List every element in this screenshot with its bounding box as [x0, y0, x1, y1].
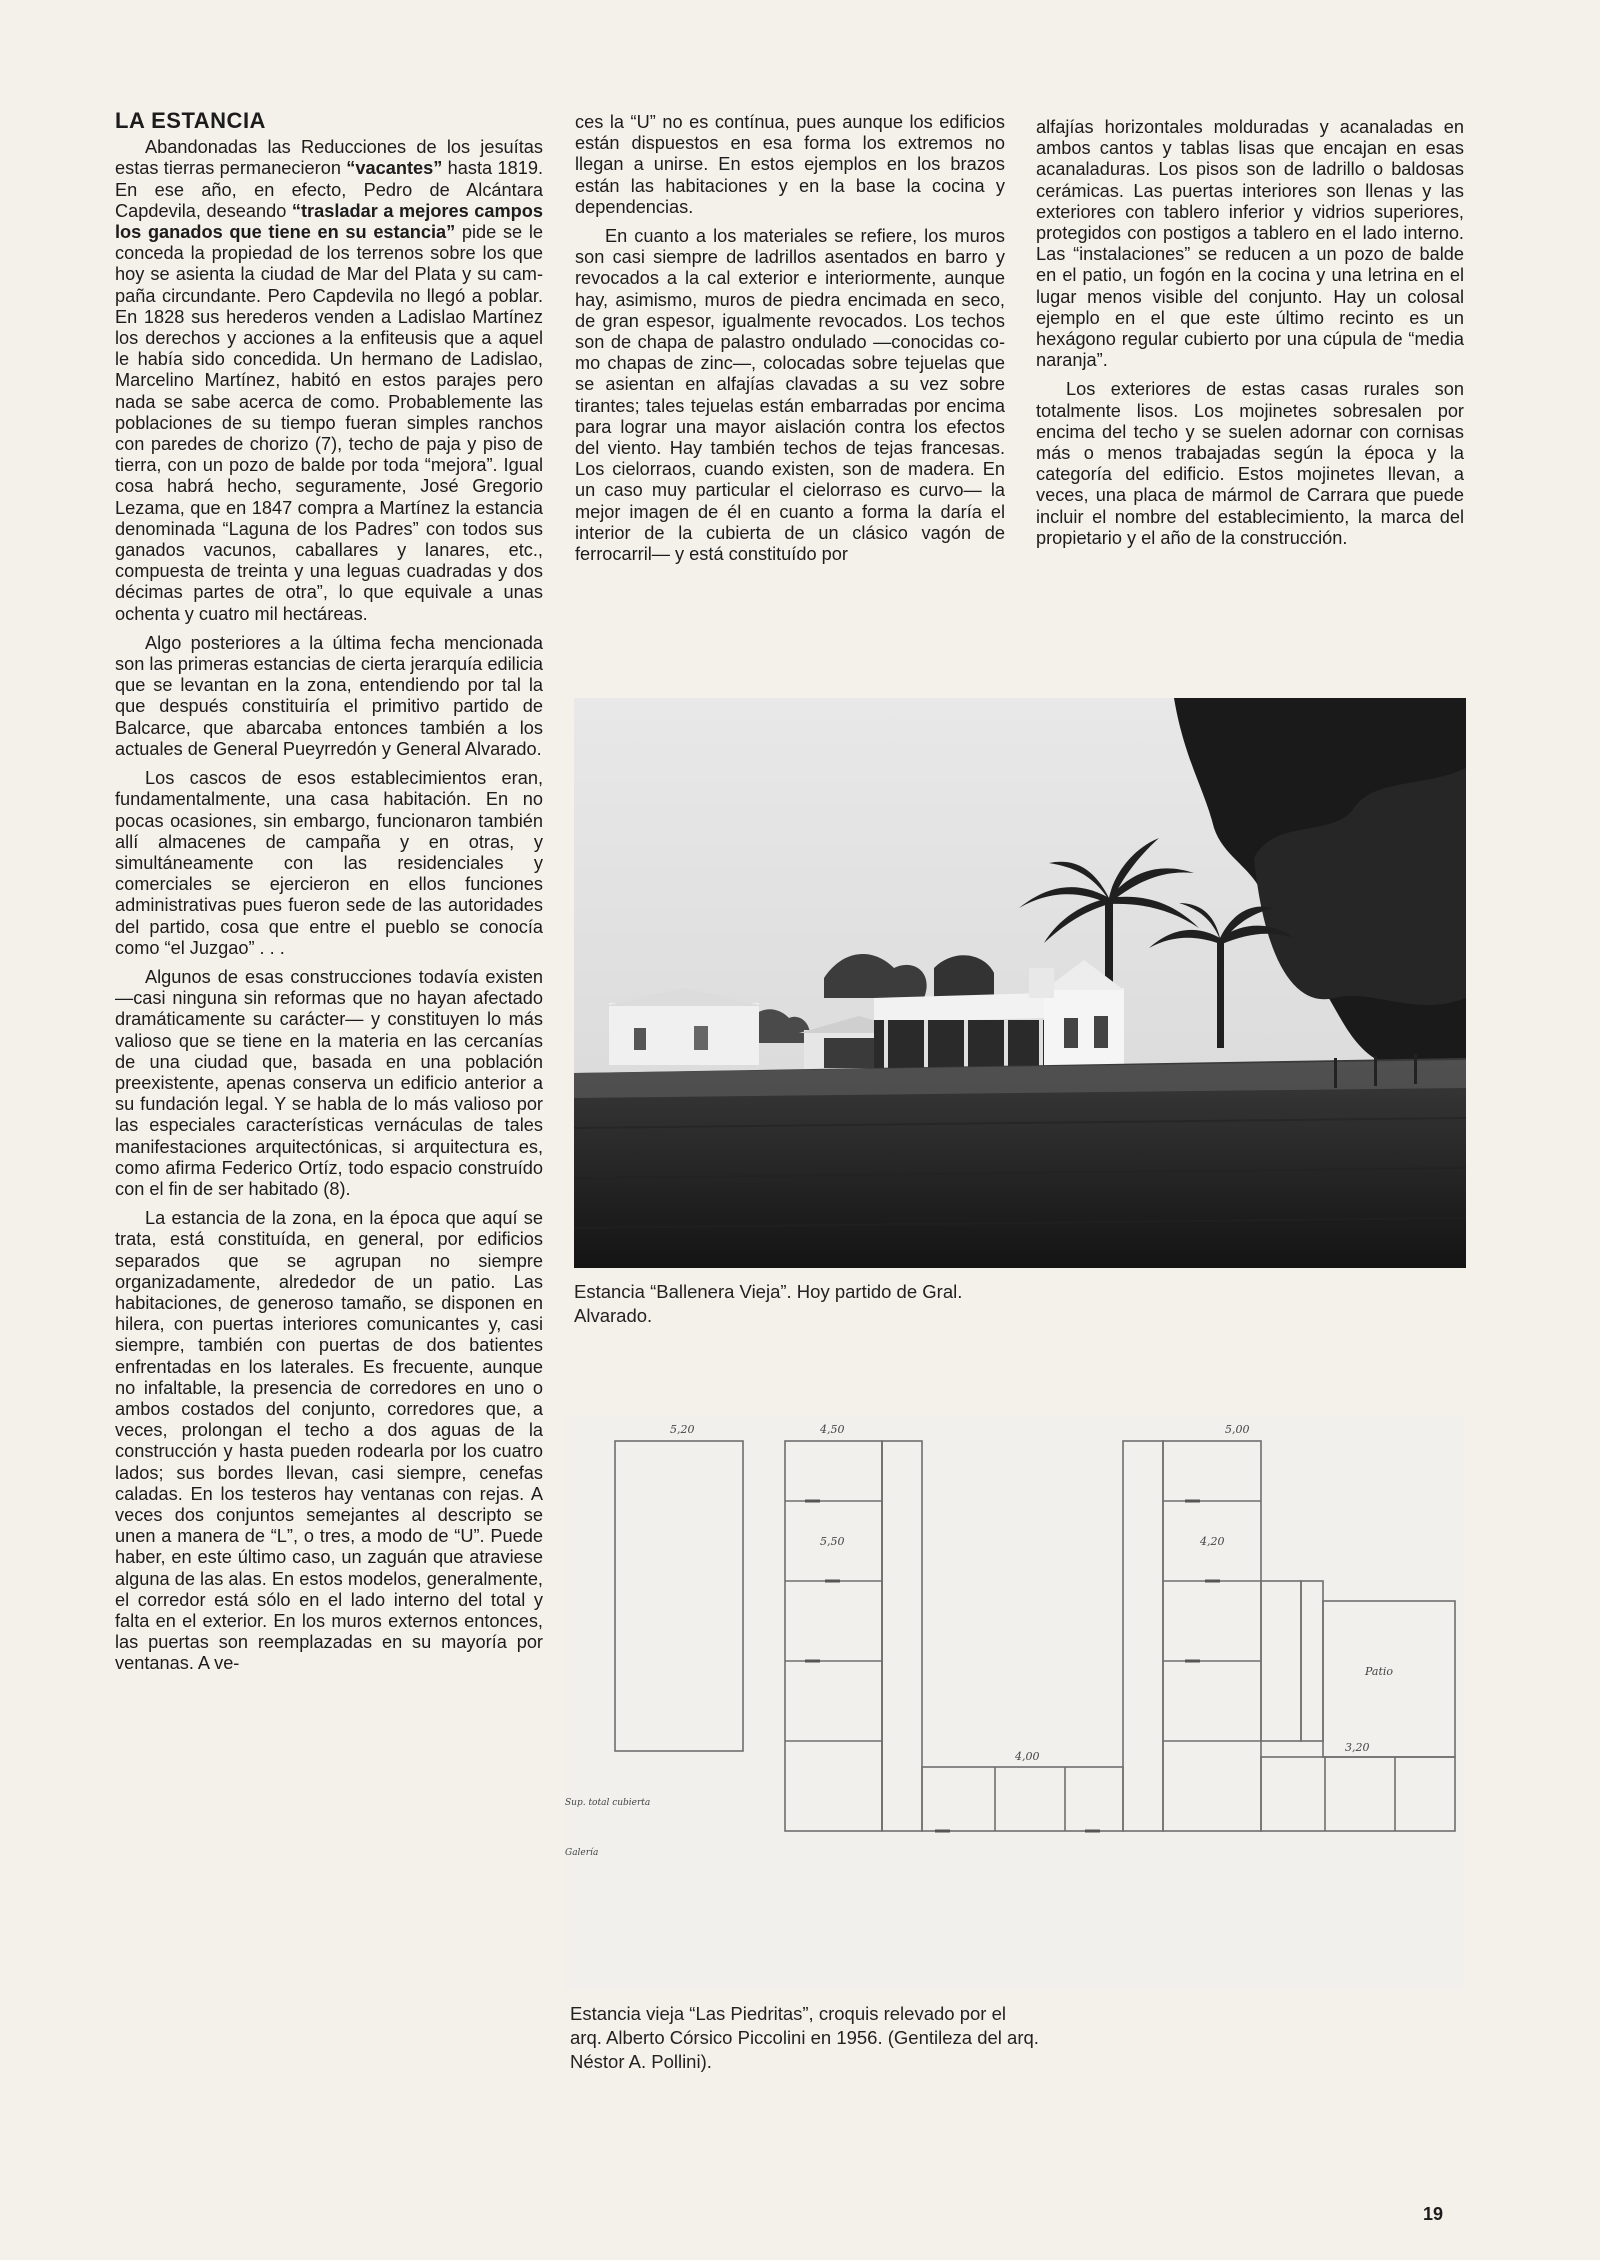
page-number: 19 [1423, 2204, 1444, 2224]
plan-dimension: 3,20 [1345, 1741, 1370, 1754]
paragraph: alfajías horizontales molduradas y acanaladas en ambos cantos y tablas lisas que encajan en esas acanaladuras. Los pisos son de ladrillo o baldosas cerámicas. Las puertas interiores son llenas y las exteriores con tablero inferior y vidrios superiores, protegidos con postigos a tablero en el lado interno. Las “instalaciones” se reducen a un pozo de balde en el patio, un fogón en la cocina y una letrina en el lugar menos visible del conjunto. Hay un colosal ejemplo en el que este último recinto es un hexágono regular cubierto por una cúpula de “media naranja”. [1036, 117, 1464, 371]
paragraph: En cuanto a los materiales se refiere, los muros son casi siempre de ladrillos asentados en barro y revocados a la cal exterior e interiormente, aunque hay, asimismo, muros de piedra encimada en seco, de gran espesor, igualmente revocados. Los techos son de chapa de palastro ondulado —conocidas como chapas de zinc—, colocadas sobre tejuelas que se asientan en alfajías clavadas a su vez sobre tirantes; tales tejuelas están embarradas por encima para lograr una mayor aislación contra los efectos del viento. Hay también techos de tejas francesas. Los cielorraos, cuando existen, son de madera. En un caso muy particular el cielorraso es curvo— la mejor imagen de él en cuanto a forma la daría el interior de la cubierta de un clásico vagón de ferrocarril— y está constituído por [575, 226, 1005, 565]
paragraph: La estancia de la zona, en la época que aquí se trata, está constituída, en general, por edificios separados que se agrupan no siempre organizadamente, alrededor de un patio. Las habitaciones, de generoso tamaño, se disponen en hilera, con puertas interiores comunicantes y, casi siempre, también con puertas de dos batientes enfrentadas en los laterales. Es frecuente, aunque no infaltable, la presencia de corredores en uno o ambos costados del conjunto, corredores que, a veces, prolongan el techo a dos aguas de la construcción y hasta pueden rodearla por los cuatro lados; sus bordes llevan, casi siempre, cenefas caladas. En los testeros hay ventanas con rejas. A veces dos conjuntos semejantes al descripto se unen a manera de “L”, o tres, a modo de “U”. Puede haber, en este último caso, un zaguán que atraviese alguna de las alas. En estos modelos, generalmente, el corredor está sólo en el lado interno del total y falta en el exterior. En los muros externos entonces, las puertas son reemplazadas en su mayoría por ventanas. A ve- [115, 1208, 543, 1674]
paragraph: Los cascos de esos establecimientos eran, fundamentalmente, una casa habitación. En no pocas ocasiones, sin embargo, funcionaron también allí almacenes de campaña y en otras, y simultáneamente con las residenciales y comerciales se ejercieron en ellos funciones administrativas pues fueron sede de las autoridades del partido, cosa que entre el pueblo se conocía como “el Juzgao” . . . [115, 768, 543, 958]
paragraph: Algunos de esas construcciones todavía existen —casi ninguna sin reformas que no hayan afectado dramáticamente su carácter— y constituyen lo más valioso que se tiene en la materia en las cercanías de una ciudad que, basada en una población preexistente, apenas conserva un edificio anterior a su fundación legal. Y se habla de lo más valioso por las especiales características vernáculas de tales manifestaciones arquitectónicas, si arquitectura es, como afirma Federico Ortíz, todo espacio construído con el fin de ser habitado (8). [115, 966, 543, 1199]
estancia-photo [574, 698, 1466, 1268]
section-title: LA ESTANCIA [115, 108, 266, 133]
article-column-2 [575, 112, 1005, 573]
plan-caption: Estancia vieja “Las Piedritas”, croquis relevado por el arq. Alberto Córsico Piccolini en 1956. (Gentileza del arq. Néstor A. Pollini). [570, 2003, 1039, 2072]
plan-note: Sup. total cubierta [565, 1798, 651, 1808]
plan-note: Galería [565, 1848, 599, 1858]
plan-patio-label: Patio [1365, 1665, 1394, 1678]
paragraph: Los exteriores de estas casas rurales son totalmente lisos. Los mojinetes sobresalen por encima del techo y se suelen adornar con cornisas más o menos trabajadas según la época y la categoría del edificio. Estos mojinetes llevan, a veces, una placa de mármol de Carrara que puede incluir el nombre del establecimiento, la marca del propietario y el año de la construcción. [1036, 379, 1464, 548]
article-column-1 [115, 110, 543, 1683]
article-column-3 [1036, 117, 1464, 557]
plan-dimension: 5,50 [820, 1535, 845, 1548]
paragraph: ces la “U” no es contínua, pues aunque los edificios están dispuestos en esa forma los extremos no llegan a unirse. En estos ejemplos en los brazos están las habitaciones y en la base la cocina y dependencias. [575, 112, 1005, 217]
plan-dimension: 5,20 [670, 1423, 695, 1436]
paragraph: Algo posteriores a la última fecha mencionada son las primeras estancias de cierta jerarquía edilicia que se levantan en la zona, entendiendo por tal la que después constituiría el primitivo partido de Balcarce, que abarcaba entonces también a los actuales de General Pueyrredón y General Alvarado. [115, 632, 543, 759]
plan-dimension: 5,00 [1225, 1423, 1250, 1436]
photo-caption: Estancia “Ballenera Vieja”. Hoy partido de Gral. Alvarado. [574, 1281, 963, 1326]
plan-dimension: 4,20 [1200, 1535, 1225, 1548]
paragraph: Abandonadas las Reducciones de los jesuítas estas tierras permanecieron “vacantes” hasta 1819. En ese año, en efecto, Pedro de Alcántara Capdevila, deseando “trasladar a mejores campos los ganados que tiene en su estancia” pide se le conceda la propiedad de los terrenos sobre los que hoy se asienta la ciudad de Mar del Plata y su campaña circundante. Pero Capdevila no llegó a poblar. En 1828 sus herederos venden a Ladislao Martínez los derechos y acciones a la enfiteusis que a aquel le había sido concedida. Un hermano de Ladislao, Marcelino Martínez, habitó en estos parajes pero nada se sabe acerca de como. Probablemente las poblaciones de su tiempo fueran simples ranchos con paredes de chorizo (7), techo de paja y piso de tierra, con un pozo de balde por toda “mejora”. Igual cosa habrá hecho, seguramente, José Gregorio Lezama, que en 1847 compra a Martínez la estancia denominada “Laguna de los Padres” con todos sus ganados vacunos, caballares y lanares, etc., compuesta de treinta y una leguas cuadradas y dos décimas partes de otra”, lo que equivale a unas ochenta y cuatro mil hectáreas. [115, 137, 543, 624]
plan-dimension: 4,00 [1015, 1750, 1040, 1763]
plan-dimension: 4,50 [820, 1423, 845, 1436]
estancia-floor-plan [565, 1415, 1465, 1990]
